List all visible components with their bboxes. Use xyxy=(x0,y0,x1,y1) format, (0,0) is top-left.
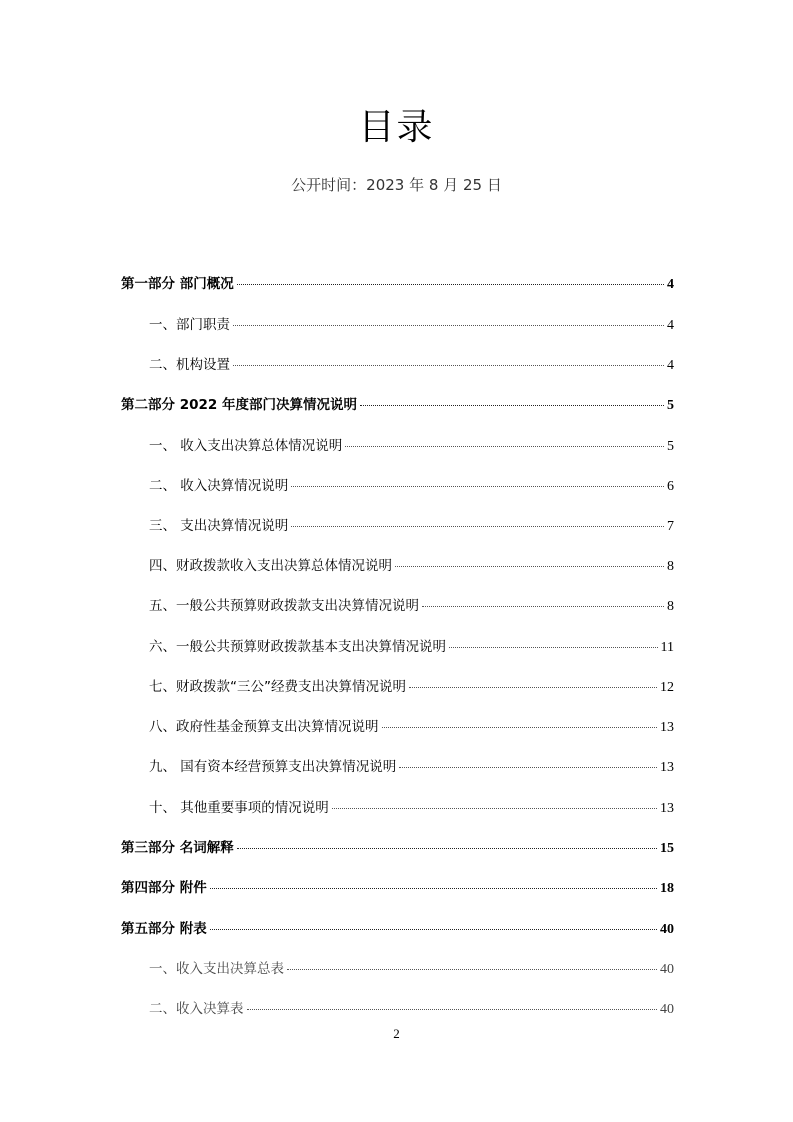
toc-entry[interactable] xyxy=(149,313,674,339)
toc-entry-page: 4 xyxy=(667,277,674,292)
toc-entry[interactable] xyxy=(149,997,674,1023)
toc-entry-label: 二、收入决算表 xyxy=(149,1001,244,1017)
toc-entry-page: 12 xyxy=(660,680,674,695)
toc-entry-page: 11 xyxy=(660,640,674,655)
toc-entry[interactable] xyxy=(149,434,674,460)
toc-entry[interactable] xyxy=(121,272,674,298)
toc-entry-label: 二、机构设置 xyxy=(149,357,230,373)
toc-entry[interactable] xyxy=(121,917,674,943)
toc-entry-page: 4 xyxy=(667,358,674,373)
toc-leader-dots xyxy=(291,486,664,487)
toc-entry-page: 6 xyxy=(667,479,674,494)
toc-entry-label: 第一部分 部门概况 xyxy=(121,276,234,292)
toc-entry-page: 4 xyxy=(667,318,674,333)
page-title: 目录 xyxy=(358,107,435,148)
toc-leader-dots xyxy=(287,969,657,970)
toc-leader-dots xyxy=(332,808,657,809)
toc-leader-dots xyxy=(210,888,657,889)
toc-entry[interactable] xyxy=(149,796,674,822)
toc-entry[interactable] xyxy=(149,353,674,379)
toc-entry-label: 九、 国有资本经营预算支出决算情况说明 xyxy=(149,759,397,775)
toc-entry-page: 15 xyxy=(660,841,674,856)
toc-entry-page: 13 xyxy=(660,720,674,735)
toc-entry-label: 第四部分 附件 xyxy=(121,880,207,896)
toc-entry-label: 第二部分 2022 年度部门决算情况说明 xyxy=(121,397,357,413)
toc-entry[interactable] xyxy=(149,594,674,620)
toc-entry-label: 一、 收入支出决算总体情况说明 xyxy=(149,438,343,454)
toc-leader-dots xyxy=(345,446,664,447)
toc-entry[interactable] xyxy=(121,876,674,902)
toc-entry[interactable] xyxy=(149,715,674,741)
toc-entry-label: 八、政府性基金预算支出决算情况说明 xyxy=(149,719,379,735)
toc-entry-label: 七、财政拨款“三公”经费支出决算情况说明 xyxy=(149,679,406,695)
toc-leader-dots xyxy=(237,284,664,285)
toc-leader-dots xyxy=(360,405,664,406)
toc-leader-dots xyxy=(395,566,664,567)
toc-leader-dots xyxy=(210,929,657,930)
toc-entry-page: 8 xyxy=(667,559,674,574)
toc-entry[interactable] xyxy=(149,554,674,580)
publish-date: 公开时间：2023 年 8 月 25 日 xyxy=(291,176,502,194)
toc-entry-page: 7 xyxy=(667,519,674,534)
toc-entry-page: 8 xyxy=(667,599,674,614)
toc-entry-label: 五、一般公共预算财政拨款支出决算情况说明 xyxy=(149,598,419,614)
toc-entry-page: 5 xyxy=(667,439,674,454)
toc-entry-page: 13 xyxy=(660,801,674,816)
toc-leader-dots xyxy=(247,1009,658,1010)
toc-entry[interactable] xyxy=(149,474,674,500)
toc-leader-dots xyxy=(233,365,664,366)
toc-entry[interactable] xyxy=(149,514,674,540)
toc-entry-page: 40 xyxy=(660,1002,674,1017)
toc-entry-label: 第五部分 附表 xyxy=(121,921,207,937)
toc-entry-label: 三、 支出决算情况说明 xyxy=(149,518,289,534)
toc-entry-page: 40 xyxy=(660,962,674,977)
toc-entry-label: 一、收入支出决算总表 xyxy=(149,961,284,977)
toc-entry[interactable] xyxy=(149,635,674,661)
toc-entry-page: 40 xyxy=(660,922,674,937)
toc-entry[interactable] xyxy=(121,393,674,419)
toc-entry-label: 四、财政拨款收入支出决算总体情况说明 xyxy=(149,558,392,574)
page-number: 2 xyxy=(393,1026,400,1041)
toc-entry[interactable] xyxy=(149,675,674,701)
toc-leader-dots xyxy=(422,606,664,607)
toc-entry-page: 13 xyxy=(660,760,674,775)
toc-entry-page: 5 xyxy=(667,398,674,413)
toc-leader-dots xyxy=(449,647,658,648)
toc-leader-dots xyxy=(291,526,664,527)
toc-entry[interactable] xyxy=(149,957,674,983)
toc-entry-label: 十、 其他重要事项的情况说明 xyxy=(149,800,329,816)
toc-leader-dots xyxy=(233,325,664,326)
toc-leader-dots xyxy=(237,848,657,849)
toc-entry-label: 一、部门职责 xyxy=(149,317,230,333)
toc-entry[interactable] xyxy=(121,836,674,862)
toc-entry[interactable] xyxy=(149,755,674,781)
toc-entry-label: 六、一般公共预算财政拨款基本支出决算情况说明 xyxy=(149,639,446,655)
toc-entry-page: 18 xyxy=(660,881,674,896)
toc-leader-dots xyxy=(382,727,658,728)
toc-leader-dots xyxy=(409,687,657,688)
toc-entry-label: 二、 收入决算情况说明 xyxy=(149,478,289,494)
toc-leader-dots xyxy=(399,767,657,768)
toc-entry-label: 第三部分 名词解释 xyxy=(121,840,234,856)
